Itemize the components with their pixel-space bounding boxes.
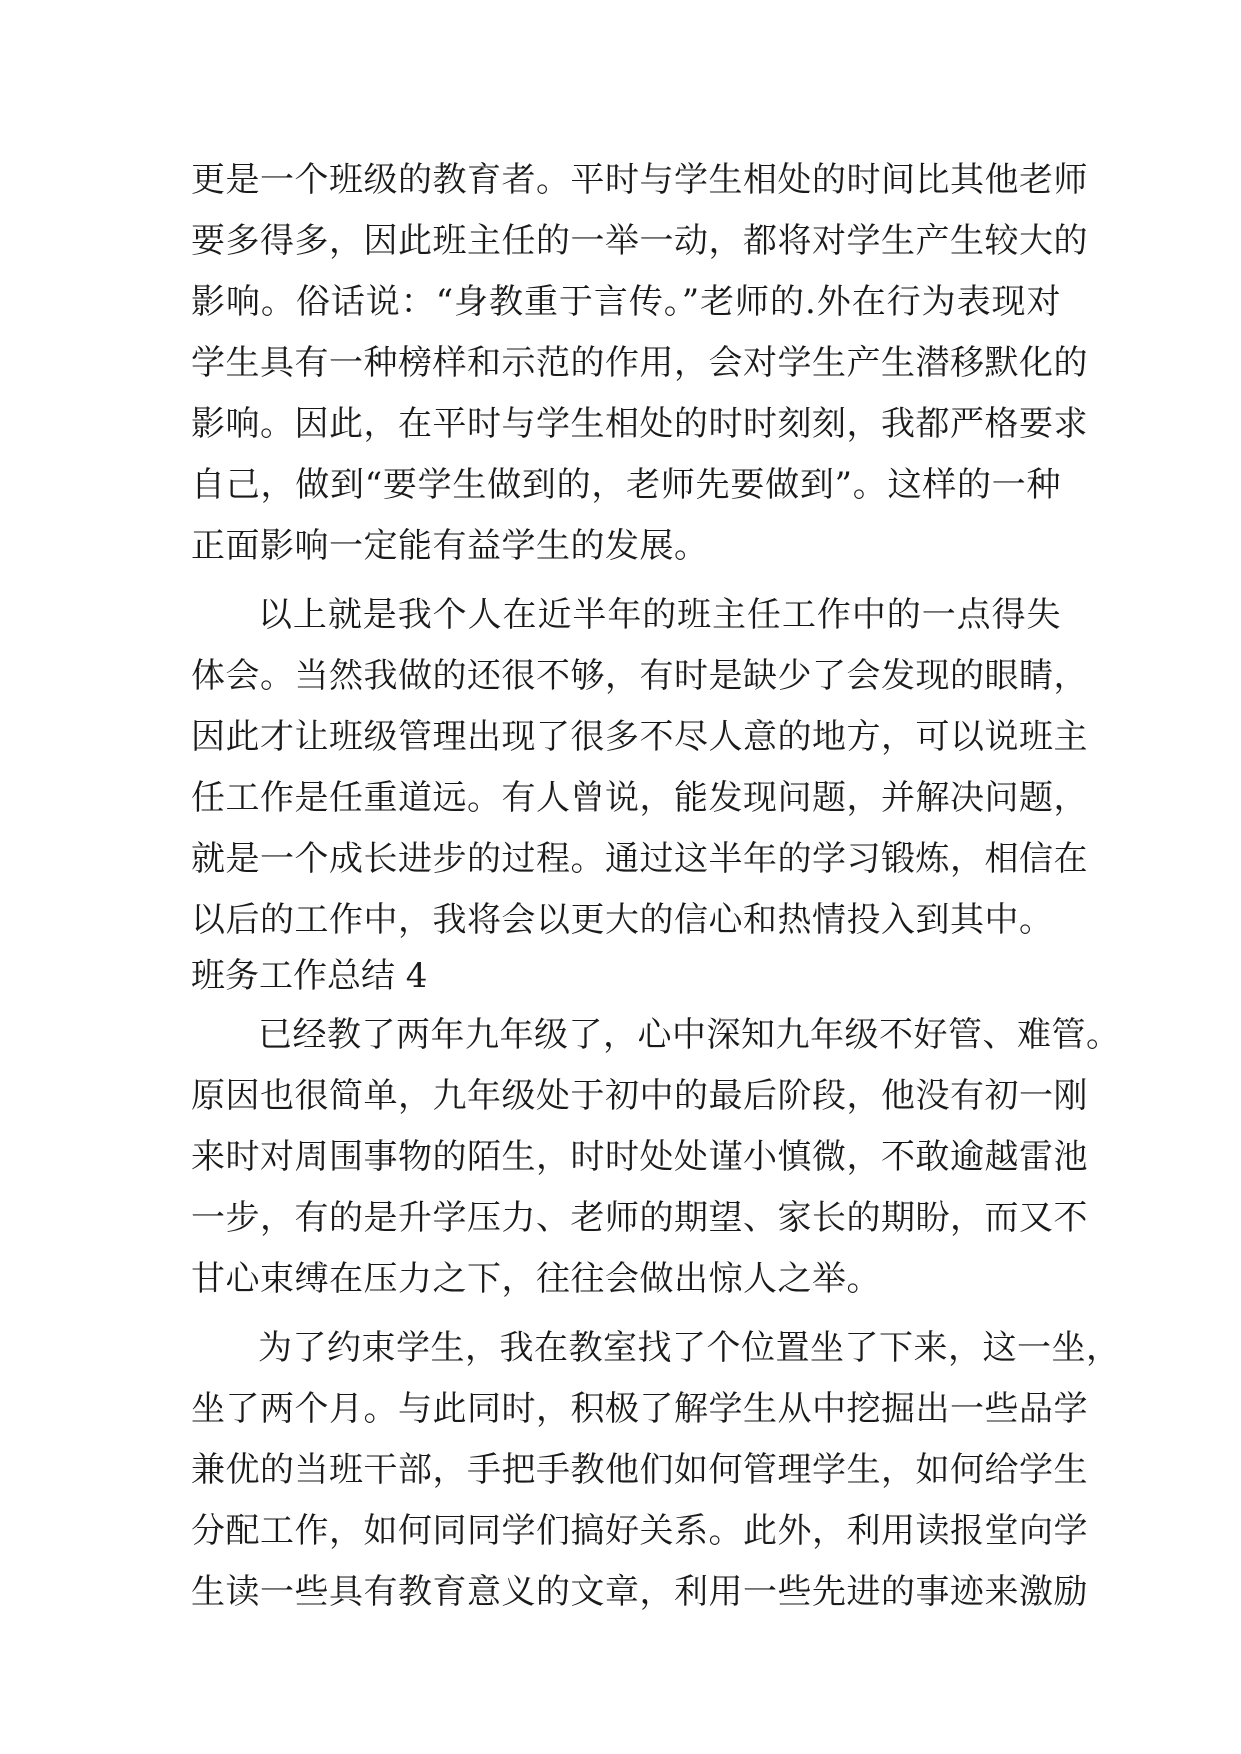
- paragraph-line: 原因也很简单，九年级处于初中的最后阶段，他没有初一刚: [191, 1076, 1088, 1116]
- paragraph-line: 分配工作，如何同同学们搞好关系。此外，利用读报堂向学: [191, 1511, 1088, 1551]
- paragraph-line: 为了约束学生，我在教室找了个位置坐了下来，这一坐，: [258, 1328, 1121, 1368]
- paragraph-line: 学生具有一种榜样和示范的作用，会对学生产生潜移默化的: [191, 343, 1088, 383]
- paragraph-line: 来时对周围事物的陌生，时时处处谨小慎微，不敢逾越雷池: [191, 1137, 1088, 1177]
- paragraph-line: 以后的工作中，我将会以更大的信心和热情投入到其中。: [191, 900, 1054, 940]
- paragraph-line: 因此才让班级管理出现了很多不尽人意的地方，可以说班主: [191, 717, 1088, 757]
- paragraph-line: 一步，有的是升学压力、老师的期望、家长的期盼，而又不: [191, 1198, 1088, 1238]
- paragraph-line: 影响。因此，在平时与学生相处的时时刻刻，我都严格要求: [191, 404, 1088, 444]
- paragraph-line: 生读一些具有教育意义的文章，利用一些先进的事迹来激励: [191, 1572, 1088, 1612]
- paragraph-line: 更是一个班级的教育者。平时与学生相处的时间比其他老师: [191, 160, 1088, 200]
- paragraph-line: 以上就是我个人在近半年的班主任工作中的一点得失: [258, 595, 1061, 635]
- paragraph-line: 兼优的当班干部，手把手教他们如何管理学生，如何给学生: [191, 1450, 1088, 1490]
- section-heading: 班务工作总结 4: [191, 956, 428, 996]
- paragraph-line: 体会。当然我做的还很不够，有时是缺少了会发现的眼睛，: [191, 656, 1088, 696]
- paragraph-line: 已经教了两年九年级了，心中深知九年级不好管、难管。: [258, 1015, 1121, 1055]
- paragraph-line: 自己，做到“要学生做到的，老师先要做到”。这样的一种: [191, 465, 1061, 505]
- paragraph-line: 正面影响一定能有益学生的发展。: [191, 526, 709, 566]
- paragraph-line: 坐了两个月。与此同时，积极了解学生从中挖掘出一些品学: [191, 1389, 1088, 1429]
- paragraph-line: 任工作是任重道远。有人曾说，能发现问题，并解决问题，: [191, 778, 1088, 818]
- paragraph-line: 就是一个成长进步的过程。通过这半年的学习锻炼，相信在: [191, 839, 1088, 879]
- paragraph-line: 要多得多，因此班主任的一举一动，都将对学生产生较大的: [191, 221, 1088, 261]
- paragraph-line: 甘心束缚在压力之下，往往会做出惊人之举。: [191, 1259, 881, 1299]
- paragraph-line: 影响。俗话说：“身教重于言传。”老师的.外在行为表现对: [191, 282, 1061, 322]
